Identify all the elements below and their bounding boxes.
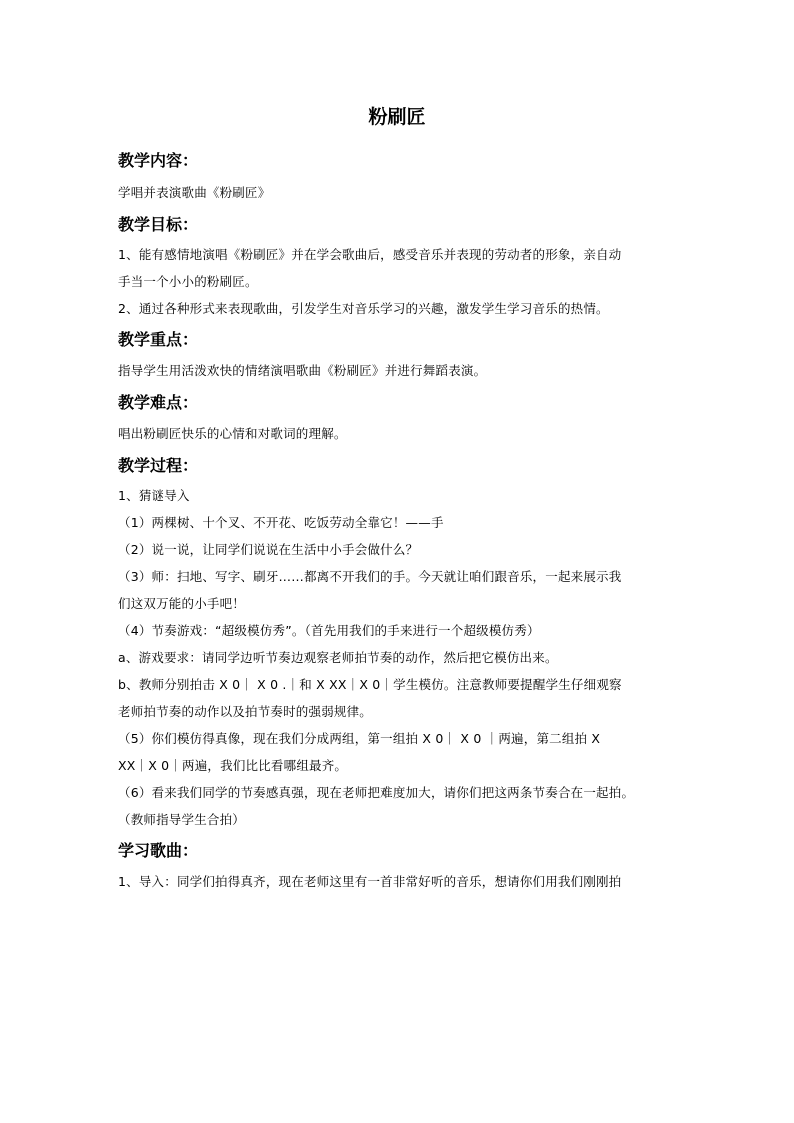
- content-line: 学唱并表演歌曲《粉刷匠》: [118, 185, 271, 200]
- process-line: b、教师分别拍击 X 0｜ X 0 .｜和 X XX｜X 0｜学生模仿。注意教师要提醒学生仔细观察: [118, 677, 622, 692]
- section-heading-process: 教学过程：: [118, 456, 199, 475]
- goals-line: 2、通过各种形式来表现歌曲，引发学生对音乐学习的兴趣，激发学生学习音乐的热情。: [118, 301, 609, 316]
- process-line: （6）看来我们同学的节奏感真强，现在老师把难度加大，请你们把这两条节奏合在一起拍。: [118, 785, 635, 800]
- key-points-line: 指导学生用活泼欢快的情绪演唱歌曲《粉刷匠》并进行舞蹈表演。: [118, 363, 487, 378]
- document-body: [118, 144, 688, 896]
- section-heading-difficulties: 教学难点：: [118, 393, 199, 412]
- process-line: （1）两棵树、十个叉、不开花、吃饭劳动全靠它！——手: [118, 515, 444, 530]
- section-heading-goals: 教学目标：: [118, 215, 199, 234]
- page-title: 粉刷匠: [368, 106, 426, 128]
- goals-line: 1、能有感情地演唱《粉刷匠》并在学会歌曲后，感受音乐并表现的劳动者的形象，亲自动: [118, 247, 622, 262]
- process-line: （5）你们模仿得真像，现在我们分成两组，第一组拍 X 0｜ X 0 ｜两遍，第二组拍 X: [118, 731, 601, 746]
- process-line: 们这双万能的小手吧！: [118, 596, 246, 611]
- difficulties-line: 唱出粉刷匠快乐的心情和对歌词的理解。: [118, 426, 347, 441]
- process-line: a、游戏要求：请同学边听节奏边观察老师拍节奏的动作，然后把它模仿出来。: [118, 650, 558, 665]
- process-line: （2）说一说，让同学们说说在生活中小手会做什么？: [118, 542, 419, 557]
- process-line: （4）节奏游戏：“超级模仿秀”。（首先用我们的手来进行一个超级模仿秀）: [118, 623, 540, 638]
- process-line: 老师拍节奏的动作以及拍节奏时的强弱规律。: [118, 704, 373, 719]
- process-line: XX｜X 0｜两遍，我们比比看哪组最齐。: [118, 758, 348, 773]
- section-heading-learning-song: 学习歌曲：: [118, 841, 199, 860]
- learning-song-line: 1、导入：同学们拍得真齐，现在老师这里有一首非常好听的音乐，想请你们用我们刚刚拍: [118, 874, 622, 889]
- process-line: （3）师：扫地、写字、刷牙……都离不开我们的手。今天就让咱们跟音乐，一起来展示我: [118, 569, 622, 584]
- section-heading-content: 教学内容：: [118, 151, 199, 170]
- goals-line: 手当一个小小的粉刷匠。: [118, 274, 258, 289]
- process-line: （教师指导学生合拍）: [118, 812, 246, 827]
- section-heading-key-points: 教学重点：: [118, 330, 199, 349]
- process-line: 1、猜谜导入: [118, 488, 190, 503]
